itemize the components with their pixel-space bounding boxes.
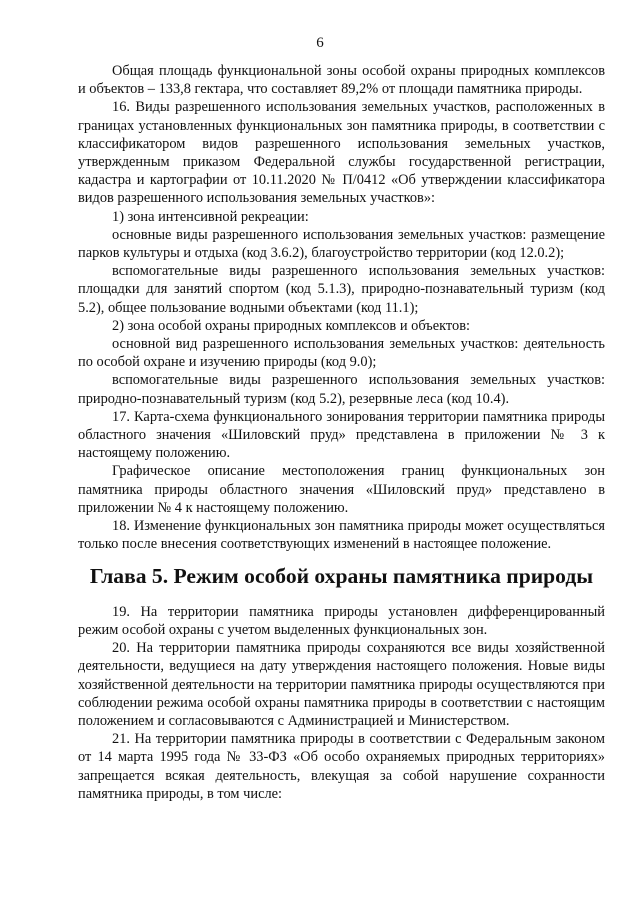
paragraph-18-zone-changes: 18. Изменение функциональных зон памятника природы может осуществляться только после внесения соответствующих изменений в настоящее положение.: [78, 518, 605, 553]
paragraph-main-land-use-protection: основной вид разрешенного использования земельных участков: деятельность по особой охране и изучению природы (код 9.0);: [78, 336, 605, 371]
paragraph-graphic-description: Графическое описание местоположения границ функциональных зон памятника природы областного значения «Шиловский пруд» представлено в приложении № 4 к настоящему положению.: [78, 463, 605, 516]
document-body: [78, 62, 605, 803]
paragraph-20-economic-activity: 20. На территории памятника природы сохраняются все виды хозяйственной деятельности, ведущиеся на дату утверждения настоящего положения. Новые виды хозяйственной деятельности на территории памятника природы осуществляются при соблюдении режима особой охраны памятника природы в соответствии с настоящим положением и согласовываются с Администрацией и Министерством.: [78, 640, 605, 729]
paragraph-main-land-use-recreation: основные виды разрешенного использования земельных участков: размещение парков культуры и отдыха (код 3.6.2), благоустройство территории (код 12.0.2);: [78, 226, 605, 262]
paragraph-19-differentiated-regime: 19. На территории памятника природы установлен дифференцированный режим особой охраны с учетом выделенных функциональных зон.: [78, 603, 605, 638]
paragraph-auxiliary-land-use-protection: вспомогательные виды разрешенного использования земельных участков: природно-познавательный туризм (код 5.2), резервные леса (код 10.4).: [78, 372, 605, 407]
chapter-title: Глава 5. Режим особой охраны памятника природы: [89, 564, 594, 589]
paragraph-total-area: Общая площадь функциональной зоны особой охраны природных комплексов и объектов – 133,8 гектара, что составляет 89,2% от площади памятника природы.: [78, 63, 605, 98]
list-item-intensive-recreation-zone: 1) зона интенсивной рекреации:: [112, 208, 309, 225]
paragraph-17-zoning-map: 17. Карта-схема функционального зонирования территории памятника природы областного значения «Шиловский пруд» представлена в приложении № 3 к настоящему положению.: [78, 408, 605, 462]
page-number: 6: [316, 35, 324, 51]
paragraph-16-land-use-types: 16. Виды разрешенного использования земельных участков, расположенных в границах установленных функциональных зон памятника природы, в соответствии с классификатором видов разрешенного использования земельных участков, утвержденным приказом Федеральной службы государственной регистрации, кадастра и картографии от 10.11.2020 № П/0412 «Об утверждении классификатора видов разрешенного использования земельных участков»:: [78, 99, 605, 207]
paragraph-auxiliary-land-use-recreation: вспомогательные виды разрешенного использования земельных участков: площадки для занятий спортом (код 5.1.3), природно-познавательный туризм (код 5.2), общее пользование водными объектами (код 11.1);: [78, 263, 605, 316]
paragraph-21-prohibited-activity: 21. На территории памятника природы в соответствии с Федеральным законом от 14 марта 1995 года № 33-ФЗ «Об особо охраняемых природных территориях» запрещается всякая деятельность, влекущая за собой нарушение сохранности памятника природы, в том числе:: [78, 731, 605, 802]
list-item-special-protection-zone: 2) зона особой охраны природных комплексов и объектов:: [112, 317, 471, 334]
